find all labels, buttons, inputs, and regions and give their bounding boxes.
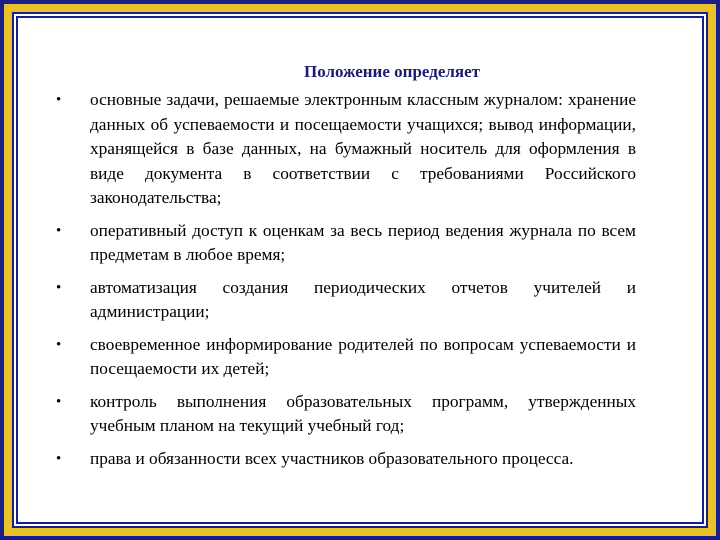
bullet-marker: •	[56, 450, 62, 467]
bullet-marker: •	[56, 279, 62, 296]
slide-title	[0, 62, 720, 82]
list-item	[56, 333, 636, 382]
bullet-marker: •	[56, 393, 62, 410]
slide-title-text: Положение определяет	[304, 62, 480, 81]
list-item	[56, 219, 636, 268]
list-item-text: права и обязанности всех участников образовательного процесса.	[90, 448, 574, 468]
list-item	[56, 390, 636, 439]
bullet-list	[56, 88, 636, 479]
bullet-marker: •	[56, 336, 62, 353]
list-item	[56, 88, 636, 211]
list-item-text: контроль выполнения образовательных программ, утвержденных учебным планом на текущий учебный год;	[90, 391, 636, 435]
list-item-text: своевременное информирование родителей по вопросам успеваемости и посещаемости их детей;	[90, 334, 636, 378]
bullet-marker: •	[56, 222, 62, 239]
list-item	[56, 447, 636, 472]
bullet-marker: •	[56, 92, 62, 108]
list-item-text: автоматизация создания периодических отчетов учителей и администрации;	[90, 277, 636, 321]
list-item	[56, 276, 636, 325]
list-item-text: основные задачи, решаемые электронным классным журналом: хранение данных об успеваемости и посещаемости учащихся; вывод информации, хранящейся в базе данных, на бумажный носитель для оформления в виде документа в соответствии с требованиями Российского законодательства;	[90, 90, 636, 207]
list-item-text: оперативный доступ к оценкам за весь период ведения журнала по всем предметам в любое время;	[90, 220, 636, 264]
